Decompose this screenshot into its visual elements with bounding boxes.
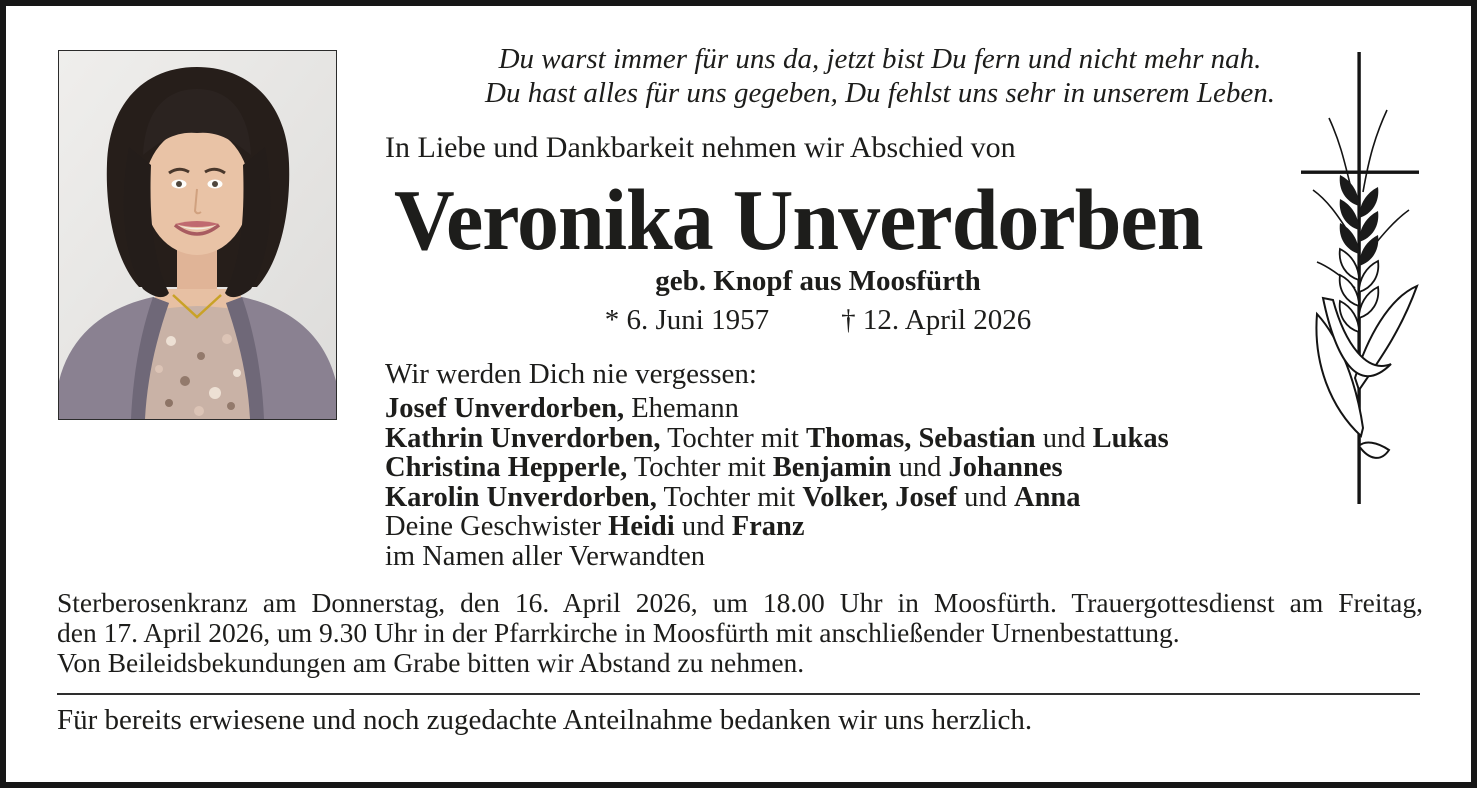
- memorial-quote: [454, 42, 1306, 110]
- mourner-relation: Tochter mit: [627, 452, 773, 484]
- thanks-line: Für bereits erwiesene und noch zugedachte Anteilnahme bedanken wir uns herzlich.: [57, 704, 1033, 736]
- mourner-relation: und: [1035, 422, 1093, 454]
- mourner-relation: Tochter mit: [660, 422, 807, 454]
- birth-date: * 6. Juni 1957: [604, 304, 770, 336]
- mourner-relation: Tochter mit: [656, 481, 803, 513]
- portrait-illustration: [59, 51, 336, 419]
- mourner-line: [385, 512, 1169, 542]
- death-date: † 12. April 2026: [841, 304, 1032, 336]
- service-announcement: [57, 588, 1423, 677]
- service-line-1: Sterberosenkranz am Donnerstag, den 16. April 2026, um 18.00 Uhr in Moosfürth. Trauergottesdienst am Freitag,: [57, 587, 1423, 618]
- service-line-2: den 17. April 2026, um 9.30 Uhr in der Pfarrkirche in Moosfürth mit anschließender Urnenbestattung.: [57, 616, 1180, 648]
- maiden-name-line: geb. Knopf aus Moosfürth: [655, 265, 981, 297]
- mourner-name: Lukas: [1092, 422, 1169, 454]
- farewell-line: Wir werden Dich nie vergessen:: [385, 358, 757, 390]
- quote-line-1: Du warst immer für uns da, jetzt bist Du fern und nicht mehr nah.: [498, 43, 1262, 75]
- mourner-name: Karolin Unverdorben,: [385, 481, 657, 513]
- mourner-line: [385, 453, 1169, 483]
- cross-wheat-illustration: [1295, 48, 1427, 516]
- mourner-relation: und: [956, 481, 1014, 513]
- condolence-note: Von Beileidsbekundungen am Grabe bitten wir Abstand zu nehmen.: [57, 646, 805, 678]
- mourner-name: Thomas, Sebastian: [806, 422, 1036, 454]
- mourner-name: Josef Unverdorben,: [385, 393, 625, 424]
- intro-line: In Liebe und Dankbarkeit nehmen wir Abschied von: [385, 131, 1016, 164]
- mourner-name: Benjamin: [772, 452, 892, 484]
- name-subblock: [396, 264, 1240, 336]
- quote-line-2: Du hast alles für uns gegeben, Du fehlst uns sehr in unserem Leben.: [485, 77, 1275, 109]
- mourner-relation: und: [674, 511, 732, 543]
- cross-wheat-icon: [1295, 48, 1427, 516]
- mourner-line: [385, 394, 1169, 424]
- mourner-relation: Ehemann: [624, 393, 739, 424]
- mourner-name: Christina Hepperle,: [385, 452, 628, 484]
- mourner-name: Volker, Josef: [802, 481, 957, 513]
- mourner-name: Johannes: [948, 452, 1063, 484]
- deceased-name: Veronika Unverdorben: [394, 172, 1203, 269]
- mourners-list: [385, 394, 1169, 572]
- life-dates: [396, 304, 1240, 336]
- mourner-relation: und: [891, 452, 949, 484]
- mourner-name: Kathrin Unverdorben,: [385, 422, 661, 454]
- divider-rule: [57, 693, 1420, 695]
- portrait-photo: [58, 50, 337, 420]
- mourner-relation: im Namen aller Verwandten: [385, 540, 705, 572]
- mourner-line: [385, 424, 1169, 454]
- mourner-relation: Deine Geschwister: [385, 511, 609, 543]
- mourner-line: [385, 542, 1169, 572]
- mourner-name: Heidi: [608, 511, 675, 543]
- mourner-line: [385, 483, 1169, 513]
- mourner-name: Franz: [731, 511, 805, 543]
- mourner-name: Anna: [1013, 481, 1081, 513]
